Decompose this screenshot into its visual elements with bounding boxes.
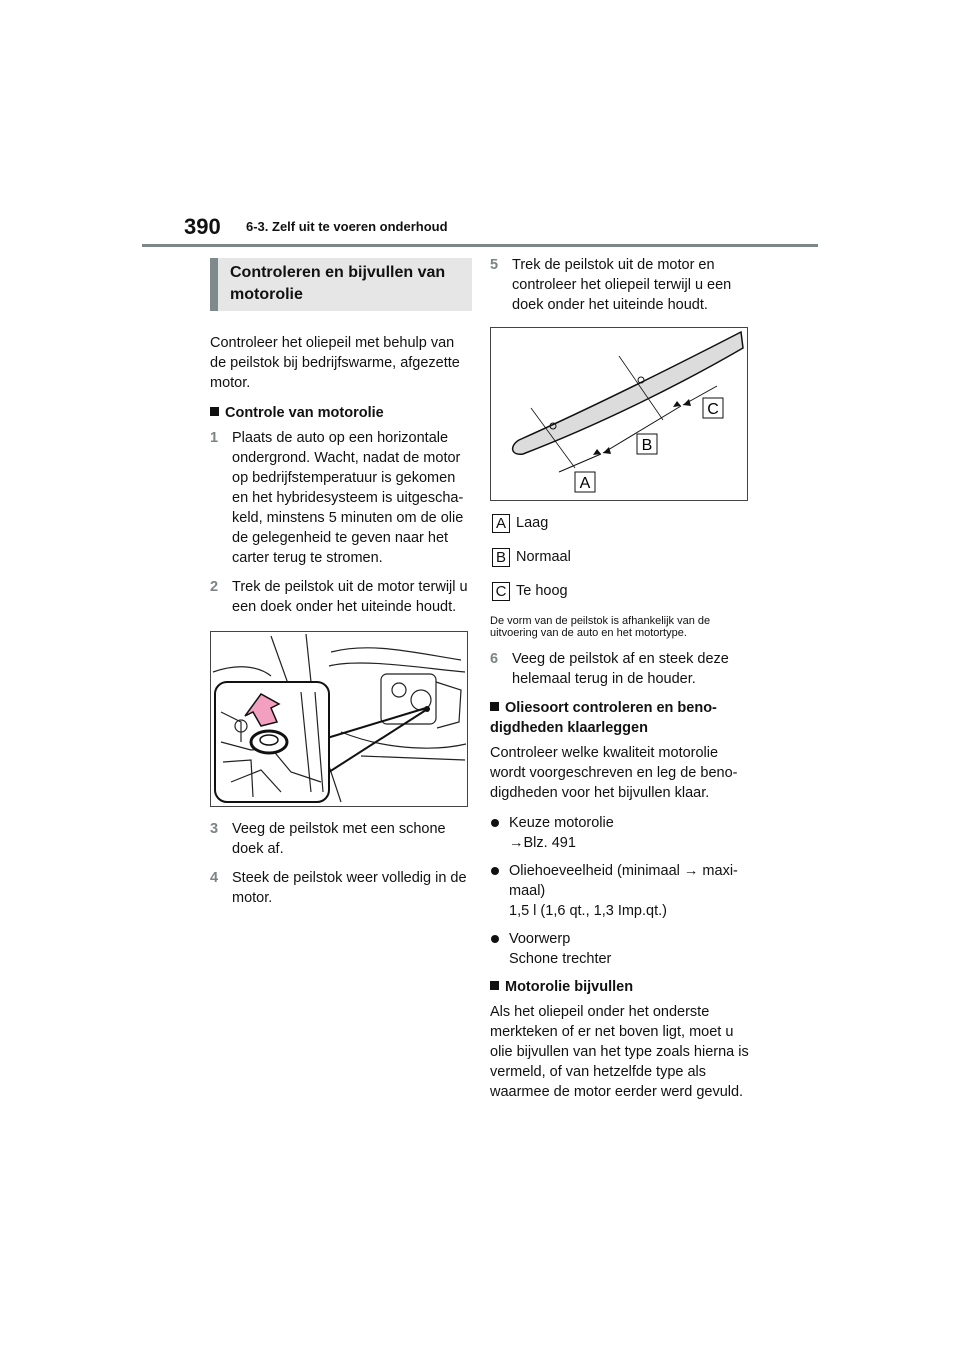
step-5: 5 Trek de peilstok uit de motor en controleer het oliepeil terwijl u een doek onder het uiteinde houdt. (490, 257, 732, 313)
legend-normal: B Normaal (490, 547, 752, 567)
dipstick-illustration (490, 327, 748, 501)
engine-bay-illustration (210, 631, 468, 807)
subheading-oil-type: Oliesoort controleren en beno-digdheden klaarleggen (490, 700, 717, 736)
oil-type-intro: Controleer welke kwaliteit motorolie wordt voorgeschreven en leg de beno-digdheden voor het bijvullen klaar. (490, 745, 738, 801)
callout-a: A (579, 475, 591, 492)
bullet-dot-icon (491, 867, 499, 875)
step-2: 2 Trek de peilstok uit de motor terwijl u een doek onder het uiteinde houdt. (210, 579, 468, 615)
square-bullet-icon (490, 981, 499, 990)
bullet-item: Voorwerp Schone trechter (490, 929, 752, 969)
square-bullet-icon (210, 407, 219, 416)
bullet-dot-icon (491, 819, 499, 827)
step-6: 6 Veeg de peilstok af en steek deze helemaal terug in de houder. (490, 651, 729, 687)
left-column (210, 258, 472, 917)
step-3: 3 Veeg de peilstok met een schone doek af. (210, 821, 446, 857)
bullet-oil-choice: Keuze motorolie →Blz. 491 (490, 813, 752, 853)
dipstick-location-drawing (211, 632, 467, 806)
step-4: 4 Steek de peilstok weer volledig in de motor. (210, 870, 467, 906)
dipstick-level-drawing (491, 328, 747, 500)
chapter-title: 6-3. Zelf uit te voeren onderhoud (246, 219, 448, 234)
subheading-refill: Motorolie bijvullen (490, 977, 752, 997)
callout-c: C (707, 401, 719, 418)
callout-b: B (641, 437, 653, 454)
page-number: 390 (184, 214, 221, 239)
header-rule (142, 244, 818, 247)
step-1: 1 Plaats de auto op een horizontale ondergrond. Wacht, nadat de motor op bedrijfstemperatuur is gekomen en het hybridesysteem is uitgescha-keld, minstens 5 minuten om de olie de gelegenheid te geven naar het carter terug te stromen. (210, 430, 464, 566)
right-column (490, 255, 752, 1112)
section-intro: Controleer het oliepeil met behulp van de peilstok bij bedrijfswarme, afgezette motor. (210, 335, 460, 391)
refill-text: Als het oliepeil onder het onderste merkteken of er net boven ligt, moet u olie bijvullen van het type zoals hierna is vermeld, of van hetzelfde type als waarmee de motor eerder werd gevuld. (490, 1004, 749, 1100)
legend-too-high: C Te hoog (490, 581, 752, 601)
square-bullet-icon (490, 702, 499, 711)
bullet-oil-quantity: Oliehoeveelheid (minimaal → maxi-maal) 1,5 l (1,6 qt., 1,3 Imp.qt.) (490, 861, 752, 921)
subheading-check: Controle van motorolie (210, 403, 472, 423)
legend-low: A Laag (490, 513, 752, 533)
section-title: Controleren en bijvullen van motorolie (210, 258, 472, 311)
bullet-dot-icon (491, 935, 499, 943)
dipstick-note: De vorm van de peilstok is afhankelijk van de uitvoering van de auto en het motortype. (490, 615, 711, 639)
